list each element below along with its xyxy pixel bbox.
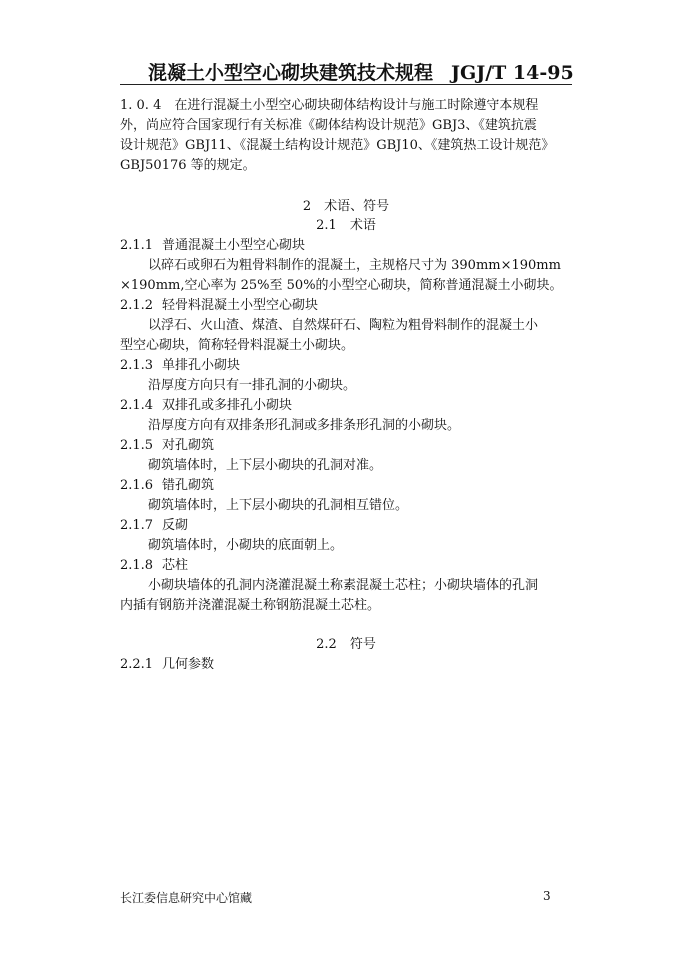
term-2-1-2-def-line-2: 型空心砌块，简称轻骨料混凝土小砌块。 <box>120 338 355 353</box>
term-2-1-6 <box>120 476 214 496</box>
clause-1-0-4-line-3: 设计规范》GBJ11、《混凝土结构设计规范》GBJ10、《建筑热工设计规范》 <box>120 138 555 153</box>
term-2-1-3 <box>120 356 240 376</box>
term-2-1-8-def-line-1: 小砌块墙体的孔洞内浇灌混凝土称素混凝土芯柱；小砌块墙体的孔洞 <box>148 578 539 593</box>
term-2-1-7-def: 砌筑墙体时，小砌块的底面朝上。 <box>148 538 344 553</box>
term-name: 轻骨料混凝土小型空心砌块 <box>162 298 319 313</box>
term-name: 单排孔小砌块 <box>162 358 241 373</box>
term-2-1-5 <box>120 436 214 456</box>
term-2-1-8-def-line-2: 内插有钢筋并浇灌混凝土称钢筋混凝土芯柱。 <box>120 598 381 613</box>
clause-1-0-4-line-1: 1. 0. 4 在进行混凝土小型空心砌块砌体结构设计与施工时除遵守本规程 <box>120 98 539 113</box>
term-name: 普通混凝土小型空心砌块 <box>162 238 306 253</box>
term-number: 2.1.4 <box>120 398 154 413</box>
term-2-1-7 <box>120 516 188 536</box>
page-number: 3 <box>543 889 551 903</box>
term-2-2-1 <box>120 655 214 675</box>
section-2-1-title: 2.1 术语 <box>316 218 376 233</box>
term-number: 2.1.6 <box>120 478 154 493</box>
term-name: 错孔砌筑 <box>162 478 215 493</box>
header-rule <box>120 84 572 85</box>
term-2-1-5-def: 砌筑墙体时，上下层小砌块的孔洞对准。 <box>148 458 383 473</box>
term-2-1-3-def: 沿厚度方向只有一排孔洞的小砌块。 <box>148 378 357 393</box>
term-2-1-1-def-line-1: 以碎石或卵石为粗骨料制作的混凝土，主规格尺寸为 390mm×190mm <box>148 258 561 273</box>
term-2-1-8 <box>120 556 188 576</box>
term-number: 2.1.5 <box>120 438 154 453</box>
clause-1-0-4-line-4: GBJ50176 等的规定。 <box>120 158 256 173</box>
clause-1-0-4-line-2: 外，尚应符合国家现行有关标准《砌体结构设计规范》GBJ3、《建筑抗震 <box>120 118 537 133</box>
term-number: 2.1.2 <box>120 298 154 313</box>
term-name: 反砌 <box>162 518 189 533</box>
term-2-1-1-def-line-2: ×190mm,空心率为 25%至 50%的小型空心砌块，简称普通混凝土小砌块。 <box>120 278 563 293</box>
term-number: 2.1.3 <box>120 358 154 373</box>
term-2-1-2-def-line-1: 以浮石、火山渣、煤渣、自然煤矸石、陶粒为粗骨料制作的混凝土小 <box>148 318 539 333</box>
term-2-1-1 <box>120 236 305 256</box>
term-2-1-6-def: 砌筑墙体时，上下层小砌块的孔洞相互错位。 <box>148 498 409 513</box>
term-name: 几何参数 <box>162 657 215 672</box>
term-2-1-2 <box>120 296 318 316</box>
term-number: 2.2.1 <box>120 657 154 672</box>
term-2-1-4 <box>120 396 292 416</box>
footer-library-stamp: 长江委信息研究中心馆藏 <box>120 891 253 905</box>
term-name: 双排孔或多排孔小砌块 <box>162 398 293 413</box>
term-2-1-4-def: 沿厚度方向有双排条形孔洞或多排条形孔洞的小砌块。 <box>148 418 461 433</box>
header-code: JGJ/T 14-95 <box>451 62 574 84</box>
term-name: 芯柱 <box>162 558 189 573</box>
header-title: 混凝土小型空心砌块建筑技术规程 <box>148 62 434 84</box>
term-name: 对孔砌筑 <box>162 438 215 453</box>
term-number: 2.1.7 <box>120 518 154 533</box>
running-header <box>148 58 574 85</box>
term-number: 2.1.8 <box>120 558 154 573</box>
section-2-2-title: 2.2 符号 <box>316 637 376 652</box>
term-number: 2.1.1 <box>120 238 154 253</box>
chapter-2-title: 2 术语、符号 <box>302 199 390 214</box>
